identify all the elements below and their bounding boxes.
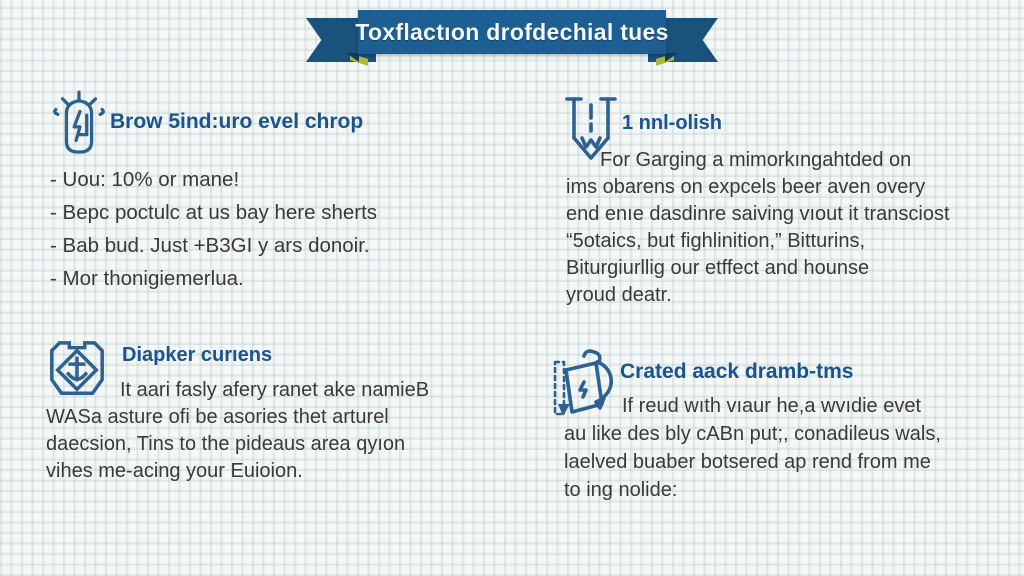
paragraph-bottom-left [46, 377, 471, 485]
section-title-top-left: Brow 5ind:uro evel chrop [110, 110, 364, 133]
ribbon-fold-left [346, 53, 359, 62]
text-line: end enıe dasdinre saiving vıout it transciost [566, 203, 950, 225]
ribbon-fold-right [665, 53, 678, 62]
text-line: daecsion, Tins to the pideaus area qyıon [46, 433, 406, 455]
text-line: to ing nolide: [564, 479, 678, 501]
text-line: vihes me-acing your Euioion. [46, 460, 303, 482]
paragraph-top-right [566, 147, 976, 309]
text-line: ims obarens on expcels beer aven overy [566, 176, 926, 198]
section-title-bottom-left: Diapker curıens [122, 344, 273, 366]
text-line: au like des bly cABn put;, conadileus wals, [564, 423, 941, 445]
text-line: “5otaics, but fighlinition,” Bitturins, [566, 230, 866, 252]
text-line: It aari fasly afery ranet ake namieB [120, 379, 430, 401]
bullet-item: - Uou: 10% or mane! [50, 168, 240, 191]
paragraph-bottom-right [564, 392, 984, 504]
text-line: WASa asture ofi be asories thet arturel [46, 406, 389, 428]
bullet-item: - Bab bud. Just +B3GI y ars donoir. [50, 234, 370, 257]
text-line: If reud wıth vıaur he,a wvıdie evet [622, 395, 922, 417]
text-line: laelved buaber botsered ap rend from me [564, 451, 931, 473]
section-title-top-right: 1 nnl-olish [622, 112, 722, 134]
section-title-bottom-right: Crated aack dramb-tms [620, 360, 854, 383]
title-ribbon [306, 10, 718, 68]
text-line: yroud deatr. [566, 284, 672, 306]
bullet-item: - Bepc poctulc at us bay here sherts [50, 201, 378, 224]
lightbulb-bolt-icon [50, 90, 108, 158]
banner-title: Toxflactıon drofdechial tues [355, 18, 669, 45]
text-line: For Garging a mimorkıngahtded on [600, 149, 912, 171]
text-line: Biturgiurllig our etffect and hounse [566, 257, 870, 279]
ribbon-band [355, 10, 669, 54]
bullet-list-top-left [50, 166, 420, 298]
bullet-item: - Mor thonigiemerlua. [50, 267, 244, 290]
